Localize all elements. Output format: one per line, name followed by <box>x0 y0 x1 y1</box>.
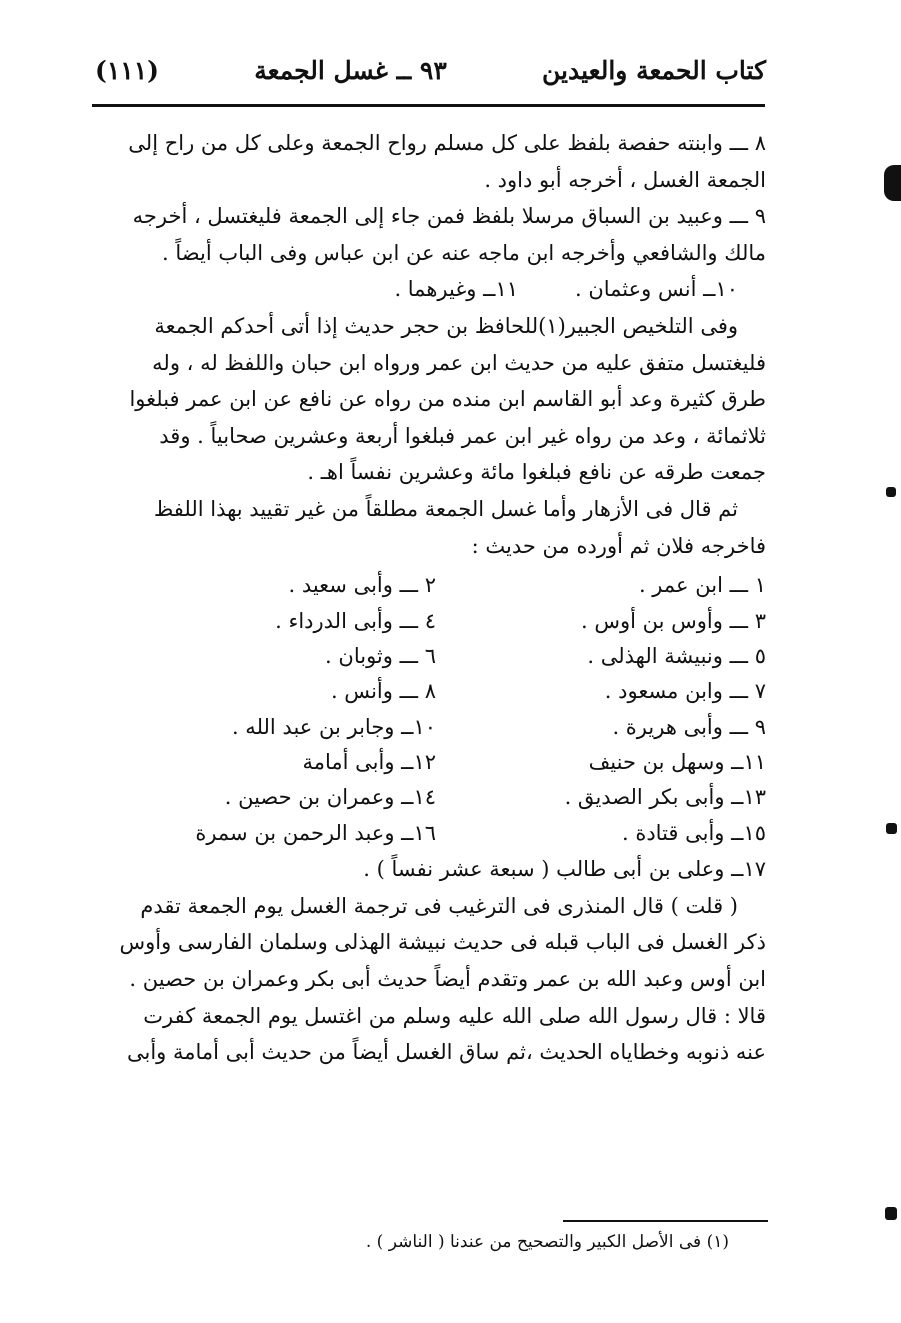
text-line: ١٧ــ وعلى بن أبى طالب ( سبعة عشر نفساً ) . <box>363 857 766 882</box>
narrator-item: ١٠ــ أنس وعثمان . <box>575 277 738 302</box>
text-line: جمعت طرقه عن نافع فبلغوا مائة وعشرين نفساً اهـ . <box>307 460 766 485</box>
narrator-item: ٢ ـــ وأبى سعيد . <box>288 573 436 598</box>
book-title: كتاب الحمعة والعيدين <box>542 55 766 85</box>
footnote: (١) فى الأصل الكبير والتصحيح من عندنا ( الناشر ) . <box>365 1232 729 1252</box>
narrator-item: ٤ ـــ وأبى الدرداء . <box>275 608 436 633</box>
margin-mark <box>886 487 896 497</box>
list-row <box>111 604 766 639</box>
narrator-item: ١٥ــ وأبى قتادة . <box>621 820 766 845</box>
footnote-rule <box>563 1220 768 1222</box>
list-row <box>111 780 766 815</box>
narrator-item: ١ ـــ ابن عمر . <box>638 573 766 598</box>
text-line: قالا : قال رسول الله صلى الله عليه وسلم من اغتسل يوم الجمعة كفرت <box>143 1003 766 1028</box>
main-text <box>111 125 766 1071</box>
list-row <box>111 816 766 851</box>
text-line: عنه ذنوبه وخطاياه الحديث ،ثم ساق الغسل أيضاً من حديث أبى أمامة وأبى <box>126 1040 766 1065</box>
list-row <box>111 674 766 709</box>
narrator-item: ٣ ـــ وأوس بن أوس . <box>581 608 766 633</box>
narrator-list <box>111 568 766 851</box>
text-line: طرق كثيرة وعد أبو القاسم ابن منده من رواه عن نافع عن ابن عمر فبلغوا <box>129 387 766 412</box>
text-line: ذكر الغسل فى الباب قبله فى حديث نبيشة الهذلى وسلمان الفارسى وأوس <box>119 930 766 955</box>
narrator-item: ١٦ــ وعبد الرحمن بن سمرة <box>195 820 436 845</box>
narrator-item: ١٢ــ وأبى أمامة <box>302 750 436 775</box>
text-line: ٩ ـــ وعبيد بن السباق مرسلا بلفظ فمن جاء إلى الجمعة فليغتسل ، أخرجه <box>132 204 766 229</box>
list-row <box>111 710 766 745</box>
text-line: ( قلت ) قال المنذرى فى الترغيب فى ترجمة الغسل يوم الجمعة تقدم <box>140 893 738 918</box>
page-number: (١١١) <box>95 55 159 85</box>
margin-mark <box>885 1207 897 1220</box>
chapter-title: ٩٣ ــ غسل الجمعة <box>254 55 447 85</box>
list-row <box>111 568 766 603</box>
text-line: ٨ ـــ وابنته حفصة بلفظ على كل مسلم رواح الجمعة وعلى كل من راح إلى <box>128 131 766 155</box>
narrator-item: ١٠ــ وجابر بن عبد الله . <box>231 714 436 739</box>
narrator-item: ١١ــ وسهل بن حنيف <box>588 750 766 775</box>
text-line: فليغتسل متفق عليه من حديث ابن عمر ورواه ابن حبان واللفظ له ، وله <box>152 350 766 375</box>
text-line: الجمعة الغسل ، أخرجه أبو داود . <box>484 167 766 192</box>
text-line: ثم قال فى الأزهار وأما غسل الجمعة مطلقاً من غير تقييد بهذا اللفظ <box>153 496 738 521</box>
text-line: مالك والشافعي وأخرجه ابن ماجه عنه عن ابن عباس وفى الباب أيضاً . <box>162 240 766 265</box>
narrator-item: ١١ــ وغيرهما . <box>394 277 518 302</box>
header-rule <box>92 104 765 107</box>
margin-mark <box>886 823 897 834</box>
narrator-item: ٦ ـــ وثوبان . <box>325 643 436 668</box>
text-line: فاخرجه فلان ثم أورده من حديث : <box>471 533 766 558</box>
narrator-item: ٧ ـــ وابن مسعود . <box>604 679 766 704</box>
list-row <box>111 639 766 674</box>
narrator-item: ١٤ــ وعمران بن حصين . <box>224 785 436 810</box>
margin-mark <box>884 165 901 201</box>
text-line: ثلاثمائة ، وعد من رواه غير ابن عمر فبلغوا أربعة وعشرين صحابياً . وقد <box>159 423 766 448</box>
narrator-item: ٩ ـــ وأبى هريرة . <box>612 714 766 739</box>
text-line: ابن أوس وعبد الله بن عمر وتقدم أيضاً حديث أبى بكر وعمران بن حصين . <box>129 967 766 992</box>
list-row <box>111 745 766 780</box>
running-header <box>95 50 766 90</box>
text-line: وفى التلخيص الجبير(١)للحافظ بن حجر حديث إذا أتى أحدكم الجمعة <box>154 313 738 338</box>
narrator-item: ٥ ـــ ونبيشة الهذلى . <box>587 643 766 668</box>
narrator-item: ١٣ــ وأبى بكر الصديق . <box>564 785 766 810</box>
narrator-item: ٨ ـــ وأنس . <box>330 679 436 704</box>
text-line <box>111 271 766 308</box>
